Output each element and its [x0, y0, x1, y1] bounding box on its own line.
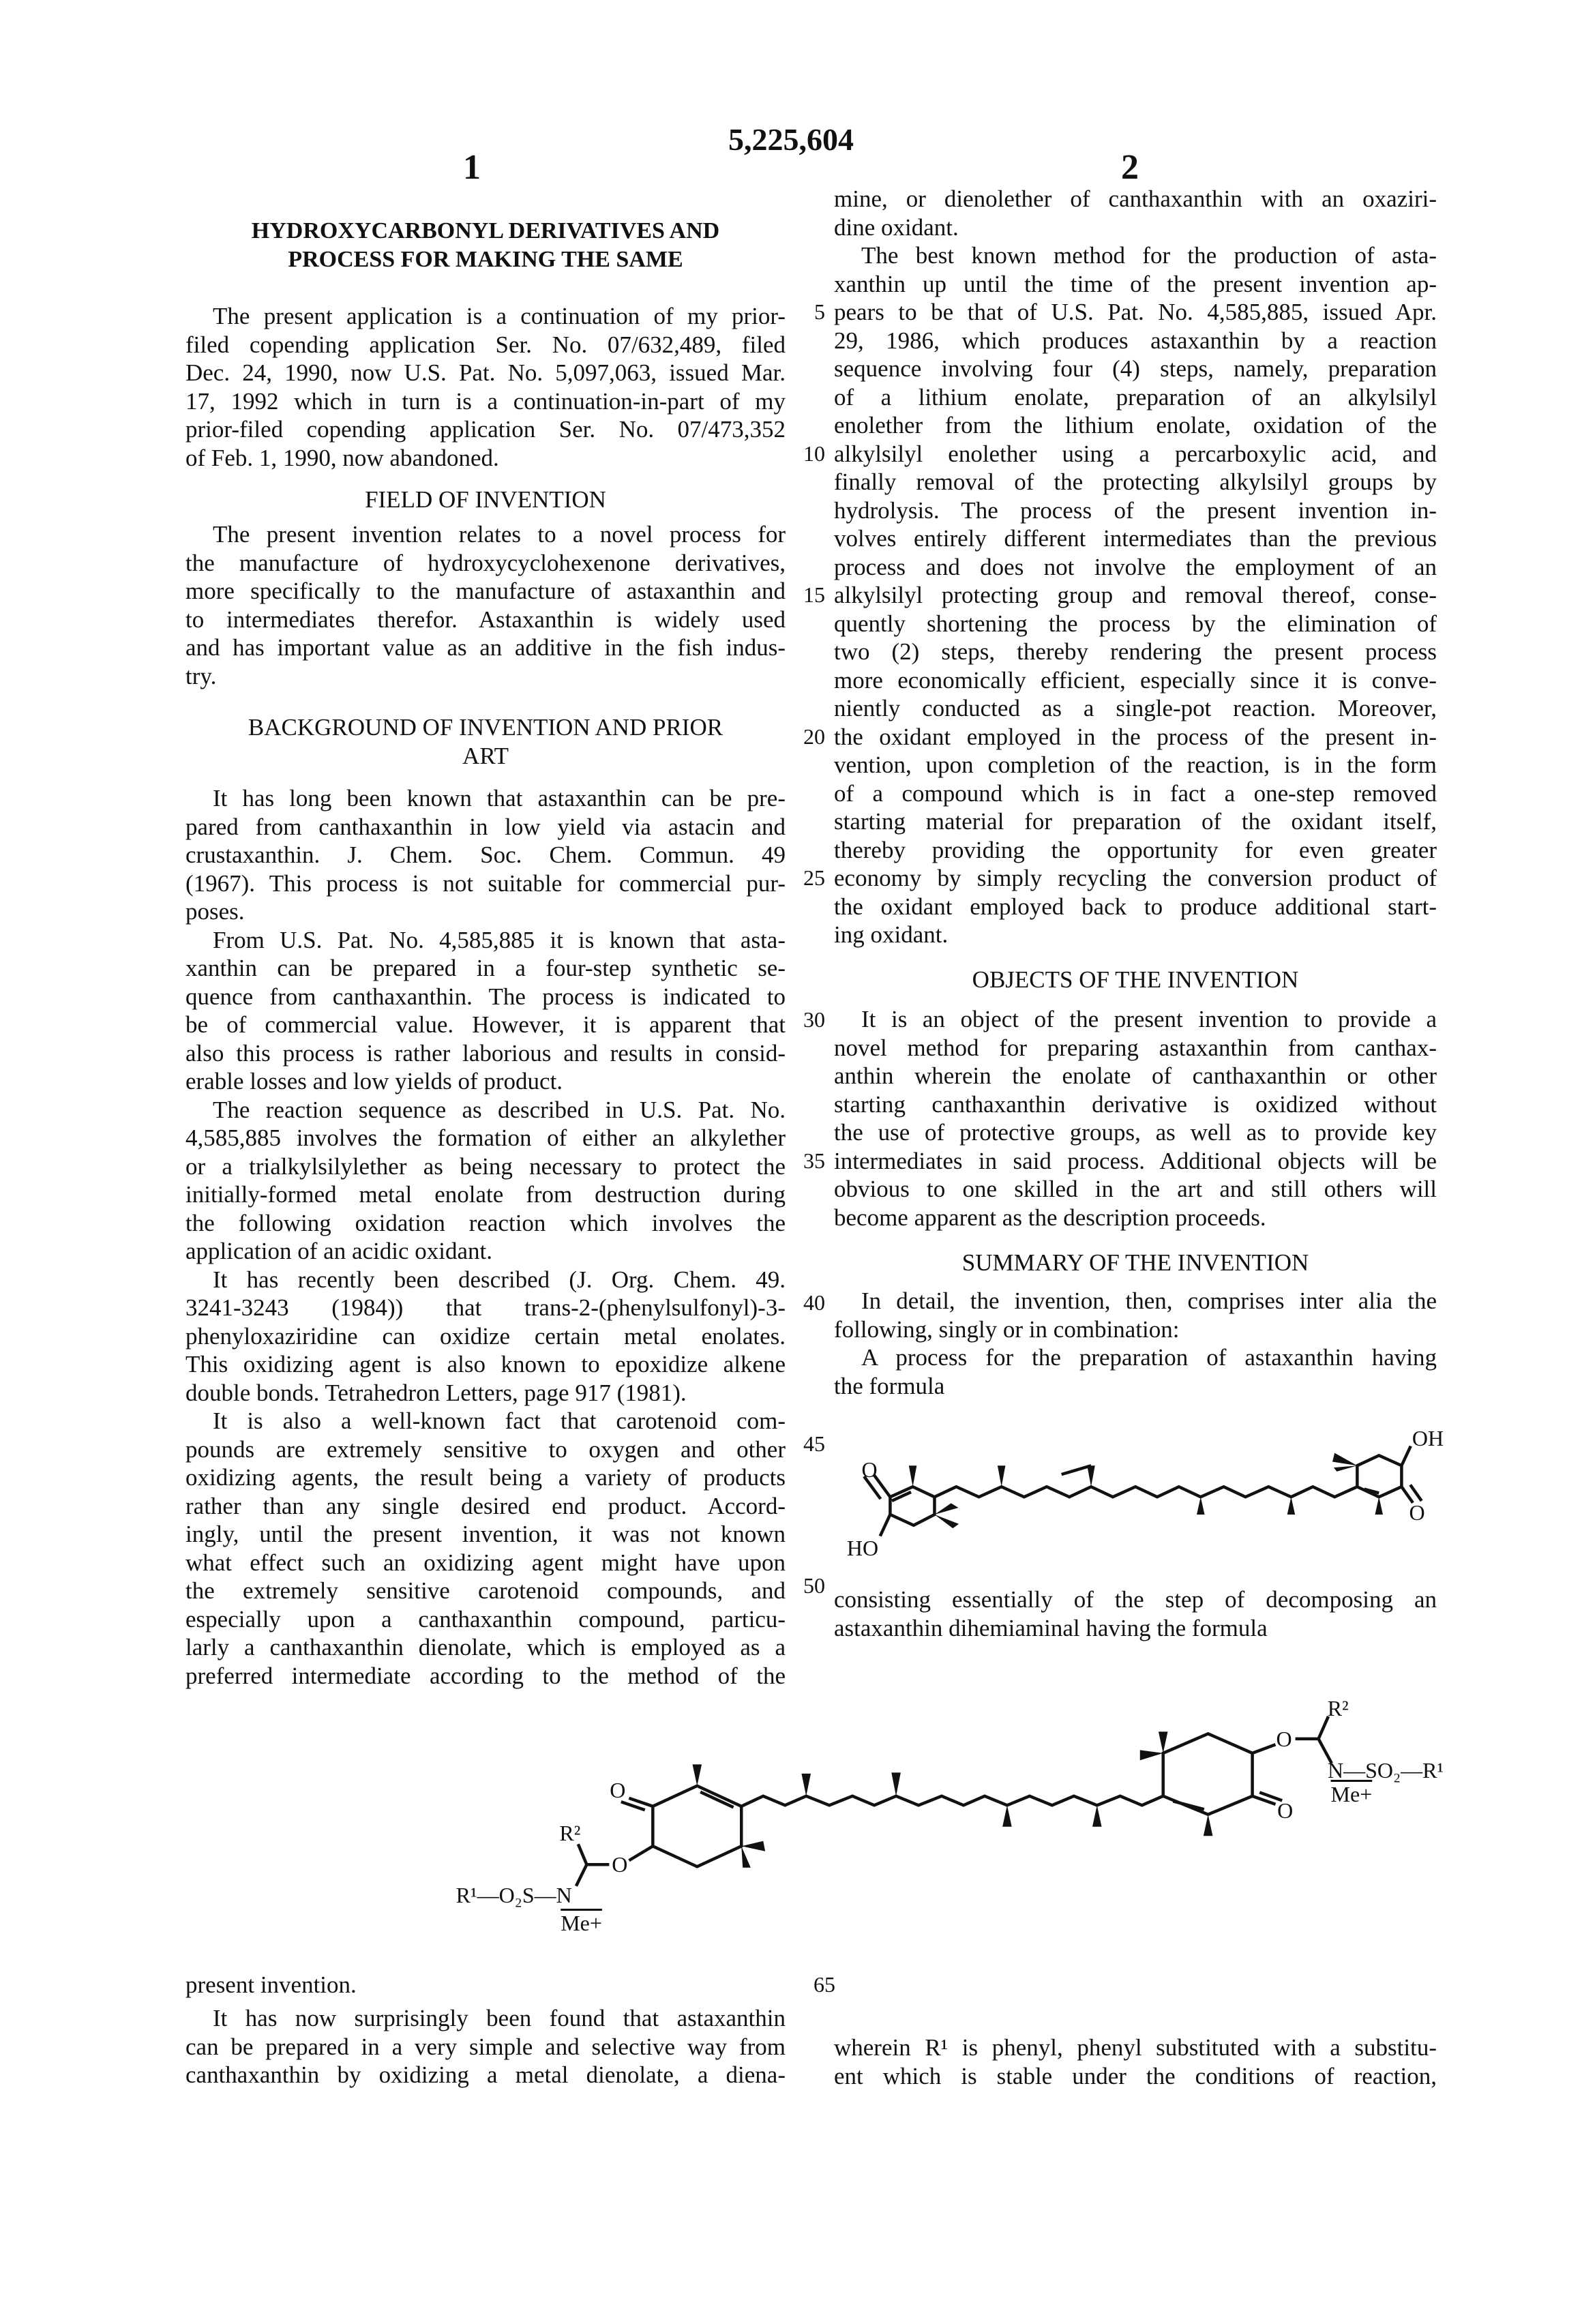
text-line: 17, 1992 which in turn is a continuation-in-part of my	[185, 387, 786, 416]
field-paragraph	[185, 520, 786, 690]
text-line: also this process is rather laborious and results in consid-	[185, 1039, 786, 1068]
text-line: mine, or dienolether of canthaxanthin with an oxaziri-	[834, 185, 1437, 213]
line-number: 5	[784, 298, 825, 327]
text-line: It has now surprisingly been found that astaxanthin	[185, 2004, 786, 2033]
heading-objects: OBJECTS OF THE INVENTION	[834, 966, 1437, 994]
text-line: The best known method for the production of asta-	[834, 241, 1437, 270]
dihemiaminal-structure	[423, 1657, 1459, 1978]
text-line: initially-formed metal enolate from destruction during	[185, 1180, 786, 1209]
text-line: two (2) steps, thereby rendering the present process	[834, 638, 1437, 666]
text-line: process and does not involve the employment of an	[834, 553, 1437, 582]
heading-background	[185, 713, 786, 770]
group-label: N—SO₂—R¹	[1328, 1759, 1444, 1781]
text-line: oxidizing agents, the result being a variety of products	[185, 1463, 786, 1492]
group-label: R¹—O₂S—N	[456, 1884, 572, 1906]
column-number-right: 2	[1103, 147, 1157, 188]
text-line: to intermediates therefor. Astaxanthin is widely used	[185, 606, 786, 634]
atom-label: O	[861, 1459, 877, 1480]
text-line: novel method for preparing astaxanthin from canthax-	[834, 1034, 1437, 1062]
text-line: economy by simply recycling the conversion product of	[834, 864, 1437, 893]
heading-summary: SUMMARY OF THE INVENTION	[834, 1249, 1437, 1277]
text-line: become apparent as the description proceeds.	[834, 1204, 1437, 1232]
text-line: alkylsilyl enolether using a percarboxylic acid, and	[834, 440, 1437, 468]
text-line: starting canthaxanthin derivative is oxidized without	[834, 1090, 1437, 1119]
atom-label: O	[610, 1779, 625, 1801]
text-line: be of commercial value. However, it is apparent that	[185, 1011, 786, 1039]
document-title	[185, 217, 786, 273]
text-line: quence from canthaxanthin. The process is indicated to	[185, 983, 786, 1011]
group-label: Me+	[561, 1912, 602, 1934]
atom-label: O	[1277, 1728, 1292, 1750]
line-number: 30	[784, 1006, 825, 1034]
line-number: 40	[784, 1289, 825, 1317]
text-line: sequence involving four (4) steps, namely, preparation	[834, 355, 1437, 383]
text-line: It is also a well-known fact that carotenoid com-	[185, 1407, 786, 1435]
text-line: preferred intermediate according to the method of the	[185, 1662, 786, 1690]
astaxanthin-structure	[791, 1364, 1473, 1671]
title-line: HYDROXYCARBONYL DERIVATIVES AND	[185, 217, 786, 245]
text-line: filed copending application Ser. No. 07/632,489, filed	[185, 331, 786, 359]
text-line: 3241-3243 (1984)) that trans-2-(phenylsulfonyl)-3-	[185, 1294, 786, 1322]
line-number: 25	[784, 864, 825, 893]
atom-label: HO	[847, 1537, 878, 1559]
text-line: niently conducted as a single-pot reaction. Moreover,	[834, 694, 1437, 723]
group-label: Me+	[1331, 1783, 1373, 1805]
text-line: phenyloxaziridine can oxidize certain metal enolates.	[185, 1322, 786, 1351]
text-line: erable losses and low yields of product.	[185, 1067, 786, 1096]
wherein-text	[834, 2034, 1437, 2090]
text-line: more economically efficient, especially since it is conve-	[834, 666, 1437, 695]
text-line: application of an acidic oxidant.	[185, 1237, 786, 1266]
text-line: the following oxidation reaction which involves the	[185, 1209, 786, 1238]
text-line: pears to be that of U.S. Pat. No. 4,585,885, issued Apr.	[834, 298, 1437, 327]
text-line: dine oxidant.	[834, 213, 1437, 242]
line-number: 15	[784, 581, 825, 610]
text-line: consisting essentially of the step of decomposing an	[834, 1585, 1437, 1614]
text-line: ing oxidant.	[834, 921, 1437, 949]
text-line: of a compound which is in fact a one-step removed	[834, 779, 1437, 808]
prior-art-text	[834, 185, 1437, 949]
text-line: and has important value as an additive in the fish indus-	[185, 634, 786, 662]
text-line: thereby providing the opportunity for even greater	[834, 836, 1437, 865]
text-line: anthin wherein the enolate of canthaxanthin or other	[834, 1062, 1437, 1090]
heading-line: ART	[185, 742, 786, 771]
text-line: It has long been known that astaxanthin can be pre-	[185, 784, 786, 813]
text-line: finally removal of the protecting alkylsilyl groups by	[834, 468, 1437, 496]
text-line: obvious to one skilled in the art and still others will	[834, 1175, 1437, 1204]
atom-label: R²	[1328, 1697, 1349, 1719]
text-line: It has recently been described (J. Org. Chem. 49.	[185, 1266, 786, 1294]
text-line: ingly, until the present invention, it was not known	[185, 1520, 786, 1549]
text-line: especially upon a canthaxanthin compound, particu-	[185, 1605, 786, 1634]
atom-label: R²	[559, 1822, 580, 1844]
text-line: can be prepared in a very simple and selective way from	[185, 2033, 786, 2061]
text-line: larly a canthaxanthin dienolate, which is employed as a	[185, 1633, 786, 1662]
atom-label: O	[1409, 1502, 1424, 1523]
line-number: 45	[784, 1430, 825, 1459]
text-line: the oxidant employed in the process of the present in-	[834, 723, 1437, 751]
text-line: the use of protective groups, as well as to provide key	[834, 1118, 1437, 1147]
text-line: alkylsilyl protecting group and removal thereof, conse-	[834, 581, 1437, 610]
text-line: pared from canthaxanthin in low yield via astacin and	[185, 813, 786, 841]
line-number: 20	[784, 723, 825, 751]
text-line: ent which is stable under the conditions of reaction,	[834, 2062, 1437, 2091]
text-line: hydrolysis. The process of the present invention in-	[834, 496, 1437, 525]
text-line: crustaxanthin. J. Chem. Soc. Chem. Commun. 49	[185, 841, 786, 869]
text-line: It is an object of the present invention to provide a	[834, 1005, 1437, 1034]
text-line: or a trialkylsilylether as being necessary to protect the	[185, 1152, 786, 1181]
text-line: xanthin can be prepared in a four-step synthetic se-	[185, 954, 786, 983]
text-line: canthaxanthin by oxidizing a metal dienolate, a diena-	[185, 2061, 786, 2089]
text-line: rather than any single desired end product. Accord-	[185, 1492, 786, 1521]
text-line: poses.	[185, 897, 786, 926]
text-line: try.	[185, 662, 786, 691]
text-line: enolether from the lithium enolate, oxidation of the	[834, 411, 1437, 440]
text-line: present invention.	[185, 1971, 786, 1999]
text-line: more specifically to the manufacture of astaxanthin and	[185, 577, 786, 606]
text-line: 29, 1986, which produces astaxanthin by a reaction	[834, 327, 1437, 355]
line-number: 35	[784, 1147, 825, 1176]
text-line: the manufacture of hydroxycyclohexenone derivatives,	[185, 549, 786, 578]
heading-line: BACKGROUND OF INVENTION AND PRIOR	[185, 713, 786, 742]
intro-paragraph	[185, 302, 786, 472]
text-line: of a lithium enolate, preparation of an alkylsilyl	[834, 383, 1437, 412]
text-line: of Feb. 1, 1990, now abandoned.	[185, 444, 786, 473]
text-line: xanthin up until the time of the present invention ap-	[834, 270, 1437, 299]
patent-number: 5,225,604	[0, 121, 1582, 158]
text-line: double bonds. Tetrahedron Letters, page 917 (1981).	[185, 1379, 786, 1407]
text-line: A process for the preparation of astaxanthin having	[834, 1343, 1437, 1372]
text-line: vention, upon completion of the reaction, is in the form	[834, 751, 1437, 779]
text-line: 4,585,885 involves the formation of either an alkylether	[185, 1124, 786, 1152]
text-line: In detail, the invention, then, comprises inter alia the	[834, 1287, 1437, 1315]
text-line: following, singly or in combination:	[834, 1315, 1437, 1344]
text-line: pounds are extremely sensitive to oxygen and other	[185, 1435, 786, 1464]
text-line: The present application is a continuation of my prior-	[185, 302, 786, 331]
text-line: the extremely sensitive carotenoid compounds, and	[185, 1577, 786, 1605]
text-line: the oxidant employed back to produce additional start-	[834, 893, 1437, 921]
atom-label: OH	[1412, 1427, 1444, 1449]
text-line: (1967). This process is not suitable for commercial pur-	[185, 869, 786, 898]
title-line: PROCESS FOR MAKING THE SAME	[185, 245, 786, 274]
text-line: quently shortening the process by the elimination of	[834, 610, 1437, 638]
structure-drawing	[791, 1364, 1473, 1671]
text-line: wherein R¹ is phenyl, phenyl substituted with a substitu-	[834, 2034, 1437, 2062]
atom-label: O	[1277, 1800, 1293, 1821]
text-line: volves entirely different intermediates than the previous	[834, 524, 1437, 553]
discovery-paragraph	[185, 2004, 786, 2089]
text-line: astaxanthin dihemiaminal having the formula	[834, 1614, 1437, 1643]
atom-label: O	[612, 1853, 627, 1875]
text-line: starting material for preparation of the oxidant itself,	[834, 807, 1437, 836]
text-line: This oxidizing agent is also known to epoxidize alkene	[185, 1350, 786, 1379]
line-number: 50	[784, 1572, 825, 1600]
objects-paragraph	[834, 1005, 1437, 1232]
column-number-left: 1	[445, 147, 499, 188]
text-line: Dec. 24, 1990, now U.S. Pat. No. 5,097,063, issued Mar.	[185, 359, 786, 387]
text-line: intermediates in said process. Additional objects will be	[834, 1147, 1437, 1176]
text-line: The reaction sequence as described in U.S. Pat. No.	[185, 1096, 786, 1124]
line-number: 10	[784, 440, 825, 468]
line-number: 65	[794, 1971, 835, 1999]
text-line: prior-filed copending application Ser. No. 07/473,352	[185, 415, 786, 444]
text-line: The present invention relates to a novel process for	[185, 520, 786, 549]
text-line: what effect such an oxidizing agent might have upon	[185, 1549, 786, 1577]
text-line: the formula	[834, 1372, 1437, 1401]
background-section	[185, 784, 786, 1690]
text-line: From U.S. Pat. No. 4,585,885 it is known that asta-	[185, 926, 786, 955]
heading-field: FIELD OF INVENTION	[185, 486, 786, 514]
